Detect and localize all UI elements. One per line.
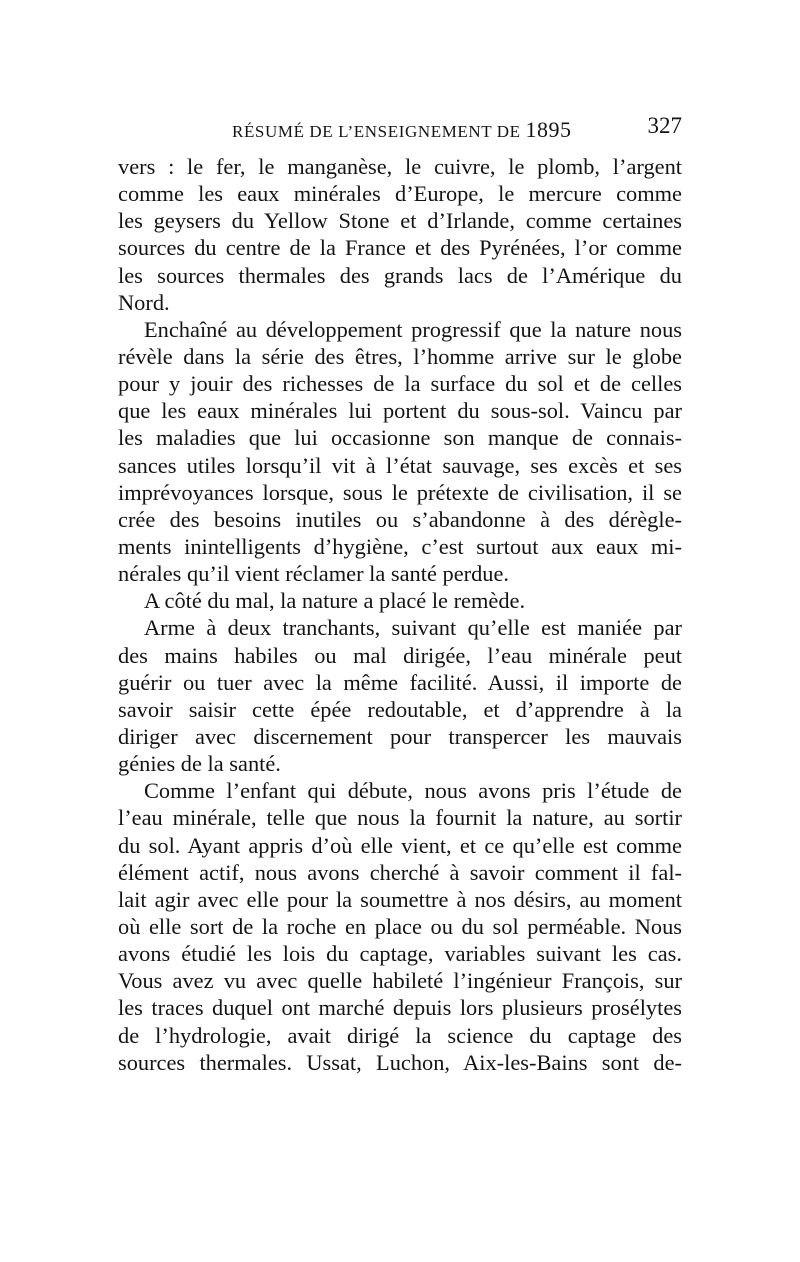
paragraph-2 <box>118 316 682 587</box>
text-line: nérales qu’il vient réclamer la santé perdue. <box>118 561 510 587</box>
running-title-year: 1895 <box>525 117 572 142</box>
running-title <box>232 117 572 143</box>
text-line: crée des besoins inutiles ou s’abandonne à des dérègle- <box>118 506 682 532</box>
text-line: où elle sort de la roche en place ou du sol perméable. Nous <box>118 913 682 939</box>
text-line: que les eaux minérales lui portent du sous-sol. Vaincu par <box>118 398 682 424</box>
text-line: avons étudié les lois du captage, variables suivant les cas. <box>118 941 682 967</box>
text-line: vers : le fer, le manganèse, le cuivre, le plomb, l’argent <box>118 154 682 179</box>
running-title-text: RÉSUMÉ DE L’ENSEIGNEMENT DE <box>232 122 521 141</box>
text-line: sances utiles lorsqu’il vit à l’état sauvage, ses excès et ses <box>118 452 682 478</box>
text-line: Enchaîné au développement progressif que la nature nous <box>144 316 682 342</box>
page-number: 327 <box>647 113 682 138</box>
text-line: lait agir avec elle pour la soumettre à nos désirs, au moment <box>118 886 682 912</box>
text-line: sources du centre de la France et des Pyrénées, l’or comme <box>118 235 682 261</box>
text-line: diriger avec discernement pour transpercer les mauvais <box>118 723 682 749</box>
text-line: les traces duquel ont marché depuis lors plusieurs prosélytes <box>118 995 682 1021</box>
text-line: A côté du mal, la nature a placé le remède. <box>144 588 526 614</box>
running-header <box>120 113 682 143</box>
text-line: imprévoyances lorsque, sous le prétexte de civilisation, il se <box>118 479 682 505</box>
text-line: ments inintelligents d’hygiène, c’est surtout aux eaux mi- <box>118 533 682 559</box>
paragraph-3 <box>118 587 682 614</box>
text-line: sources thermales. Ussat, Luchon, Aix-les-Bains sont de- <box>118 1049 682 1075</box>
text-line: guérir ou tuer avec la même facilité. Aussi, il importe de <box>118 669 682 695</box>
text-line: élément actif, nous avons cherché à savoir comment il fal- <box>118 859 682 885</box>
text-line: comme les eaux minérales d’Europe, le mercure comme <box>118 181 682 207</box>
text-line: génies de la santé. <box>118 751 281 777</box>
text-line: les maladies que lui occasionne son manque de connais- <box>118 425 682 451</box>
text-line: Nord. <box>118 289 170 315</box>
text-line: savoir saisir cette épée redoutable, et d’apprendre à la <box>118 696 682 722</box>
text-line: du sol. Ayant appris d’où elle vient, et ce qu’elle est comme <box>118 832 682 858</box>
paragraph-4 <box>118 614 682 777</box>
text-line: Comme l’enfant qui débute, nous avons pris l’étude de <box>144 778 682 804</box>
text-line: de l’hydrologie, avait dirigé la science du captage des <box>118 1022 682 1048</box>
body-text <box>118 153 682 1076</box>
text-line: les geysers du Yellow Stone et d’Irlande, comme certaines <box>118 208 682 234</box>
text-line: Vous avez vu avec quelle habileté l’ingénieur François, sur <box>118 968 682 994</box>
paragraph-5 <box>118 777 682 1076</box>
text-line: révèle dans la série des êtres, l’homme arrive sur le globe <box>118 343 682 369</box>
text-line: pour y jouir des richesses de la surface du sol et de celles <box>118 371 682 397</box>
text-line: des mains habiles ou mal dirigée, l’eau minérale peut <box>118 642 682 668</box>
text-line: Arme à deux tranchants, suivant qu’elle est maniée par <box>144 615 682 641</box>
text-line: l’eau minérale, telle que nous la fournit la nature, au sortir <box>118 805 682 831</box>
text-line: les sources thermales des grands lacs de l’Amérique du <box>118 262 682 288</box>
paragraph-1 <box>118 153 682 316</box>
